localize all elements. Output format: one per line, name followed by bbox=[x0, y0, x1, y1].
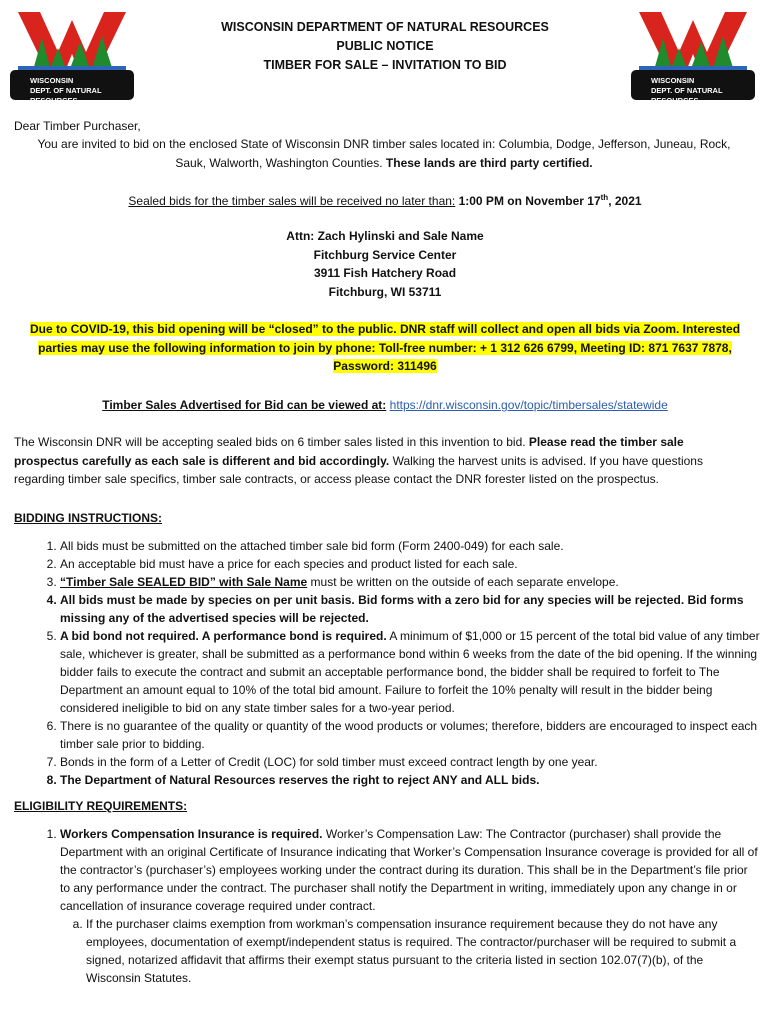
logo-w-trees-icon bbox=[639, 12, 747, 74]
wisconsin-dnr-logo-left bbox=[10, 12, 134, 105]
timber-sales-link[interactable]: https://dnr.wisconsin.gov/topic/timbersales/statewide bbox=[389, 398, 668, 412]
logo-line1: WISCONSIN bbox=[651, 76, 695, 85]
deadline bbox=[0, 189, 770, 211]
covid-line3: Password: 311496 bbox=[333, 359, 437, 373]
list-item bbox=[60, 627, 760, 717]
list-item bbox=[60, 753, 760, 771]
logo-line1: WISCONSIN bbox=[30, 76, 74, 85]
intro-line2 bbox=[8, 154, 760, 173]
eligibility-item-1-bold: Workers Compensation Insurance is required. bbox=[60, 827, 323, 841]
header-notice: PUBLIC NOTICE bbox=[336, 39, 434, 53]
header-title: TIMBER FOR SALE – INVITATION TO BID bbox=[263, 58, 507, 72]
eligibility-item-1a: If the purchaser claims exemption from workman’s compensation insurance requirement because they do not have any employees, documentation of exempt/independent status is required. The contractor/purchaser will be required to submit a signed, notarized affidavit that affirms their exempt status pursuant to the criteria listed in section 102.07(7)(b), of the Wisconsin Statutes. bbox=[86, 917, 737, 985]
document-header bbox=[160, 18, 610, 75]
eligibility-heading: ELIGIBILITY REQUIREMENTS: bbox=[14, 799, 188, 813]
list-item bbox=[60, 771, 760, 789]
bidding-item-2: An acceptable bid must have a price for each species and product listed for each sale. bbox=[60, 557, 518, 571]
accepting-bold1: Please read the timber sale bbox=[528, 435, 684, 449]
deadline-value: 1:00 PM on November 17 bbox=[455, 194, 601, 208]
intro-certified: These lands are third party certified. bbox=[385, 155, 593, 170]
deadline-sup: th bbox=[600, 193, 609, 202]
bidding-item-7: Bonds in the form of a Letter of Credit (LOC) for sold timber must exceed contract length by one year. bbox=[60, 755, 598, 769]
advertised-line bbox=[0, 396, 770, 415]
list-item bbox=[60, 537, 760, 555]
intro-line1: You are invited to bid on the enclosed State of Wisconsin DNR timber sales located in: Columbia, Dodge, Jefferson, Juneau, Rock, bbox=[37, 137, 731, 151]
address-center: Fitchburg Service Center bbox=[313, 247, 457, 262]
list-item bbox=[60, 555, 760, 573]
logo-w-trees-icon bbox=[18, 12, 126, 74]
logo-line2: DEPT. OF NATURAL RESOURCES bbox=[651, 86, 723, 105]
bidding-item-5-rest: A minimum of $1,000 or 15 percent of the total bid value of any timber sale, whichever is greater, shall be submitted as a performance bond within 6 weeks from the date of the bid opening. If the winning bidder fails to execute the contract and submit an acceptable performance bond, the bidder shall be required to forfeit to The Department an amount equal to 10% of the total bid amount. Failure to forfeit the 10% penalty will result in the bidder being considered ineligible to bid on any state timber sales for a two-year period. bbox=[60, 629, 760, 715]
bidding-item-5-bold: A bid bond not required. A performance bond is required. bbox=[60, 629, 387, 643]
deadline-year: , 2021 bbox=[608, 194, 642, 208]
intro-counties: Sauk, Walworth, Washington Counties. bbox=[175, 155, 386, 170]
accepting-paragraph bbox=[14, 433, 759, 489]
address-block bbox=[0, 227, 770, 301]
greeting: Dear Timber Purchaser, bbox=[14, 119, 141, 133]
list-item bbox=[60, 825, 760, 987]
list-item bbox=[86, 915, 760, 987]
intro-paragraph bbox=[8, 135, 760, 172]
list-item bbox=[60, 591, 760, 627]
covid-line2: parties may use the following information to join by phone: Toll-free number: + 1 312 626 6799, Meeting ID: 871 7637 7878, bbox=[38, 340, 732, 355]
wisconsin-dnr-logo-right bbox=[631, 12, 755, 105]
eligibility-sublist bbox=[60, 915, 760, 987]
address-street: 3911 Fish Hatchery Road bbox=[313, 266, 457, 280]
address-city: Fitchburg, WI 53711 bbox=[328, 284, 442, 299]
list-item bbox=[60, 717, 760, 753]
bidding-item-1: All bids must be submitted on the attached timber sale bid form (Form 2400-049) for each sale. bbox=[60, 539, 564, 553]
header-agency: WISCONSIN DEPARTMENT OF NATURAL RESOURCES bbox=[221, 20, 549, 34]
eligibility-item-1-rest: Worker’s Compensation Law: The Contractor (purchaser) shall provide the Department with an original Certificate of Insurance indicating that Worker’s Compensation Insurance coverage is provided for all of the contractor’s (purchaser’s) employees working under the contract during its duration. This shall be in the Department’s file prior to any performance under the contract. The purchaser shall notify the Department in writing, immediately upon any change in or cancellation of insurance coverage required under contract. bbox=[60, 827, 758, 913]
accepting-bold2: prospectus carefully as each sale is different and bid accordingly. bbox=[14, 453, 390, 468]
covid-notice bbox=[6, 320, 764, 376]
logo-line2: DEPT. OF NATURAL RESOURCES bbox=[30, 86, 102, 105]
bidding-item-8: The Department of Natural Resources reserves the right to reject ANY and ALL bids. bbox=[60, 773, 540, 787]
accepting-text2: Walking the harvest units is advised. If you have questions bbox=[389, 453, 703, 468]
deadline-label: Sealed bids for the timber sales will be received no later than: bbox=[128, 194, 456, 208]
bidding-item-3-rest: must be written on the outside of each separate envelope. bbox=[307, 575, 619, 589]
accepting-text1: The Wisconsin DNR will be accepting sealed bids on 6 timber sales listed in this invention to bid. bbox=[14, 435, 529, 449]
covid-line1: Due to COVID-19, this bid opening will be “closed” to the public. DNR staff will collect and open all bids via Zoom. Interested bbox=[29, 322, 741, 336]
bidding-list bbox=[14, 537, 760, 789]
advertised-label: Timber Sales Advertised for Bid can be viewed at: bbox=[102, 398, 387, 412]
bidding-item-4: All bids must be made by species on per unit basis. Bid forms with a zero bid for any species will be rejected. Bid forms missing any of the advertised species will be rejected. bbox=[60, 593, 744, 625]
bidding-item-6: There is no guarantee of the quality or quantity of the wood products or volumes; therefore, bidders are encouraged to inspect each timber sale prior to bidding. bbox=[60, 719, 758, 751]
bidding-item-3-bold: “Timber Sale SEALED BID” with Sale Name bbox=[60, 575, 308, 589]
eligibility-list bbox=[14, 825, 760, 987]
bidding-heading: BIDDING INSTRUCTIONS: bbox=[14, 511, 162, 525]
accepting-text3: regarding timber sale specifics, timber sale contracts, or access please contact the DNR forester listed on the prospectus. bbox=[14, 472, 659, 486]
list-item bbox=[60, 573, 760, 591]
address-attn: Attn: Zach Hylinski and Sale Name bbox=[286, 229, 484, 243]
